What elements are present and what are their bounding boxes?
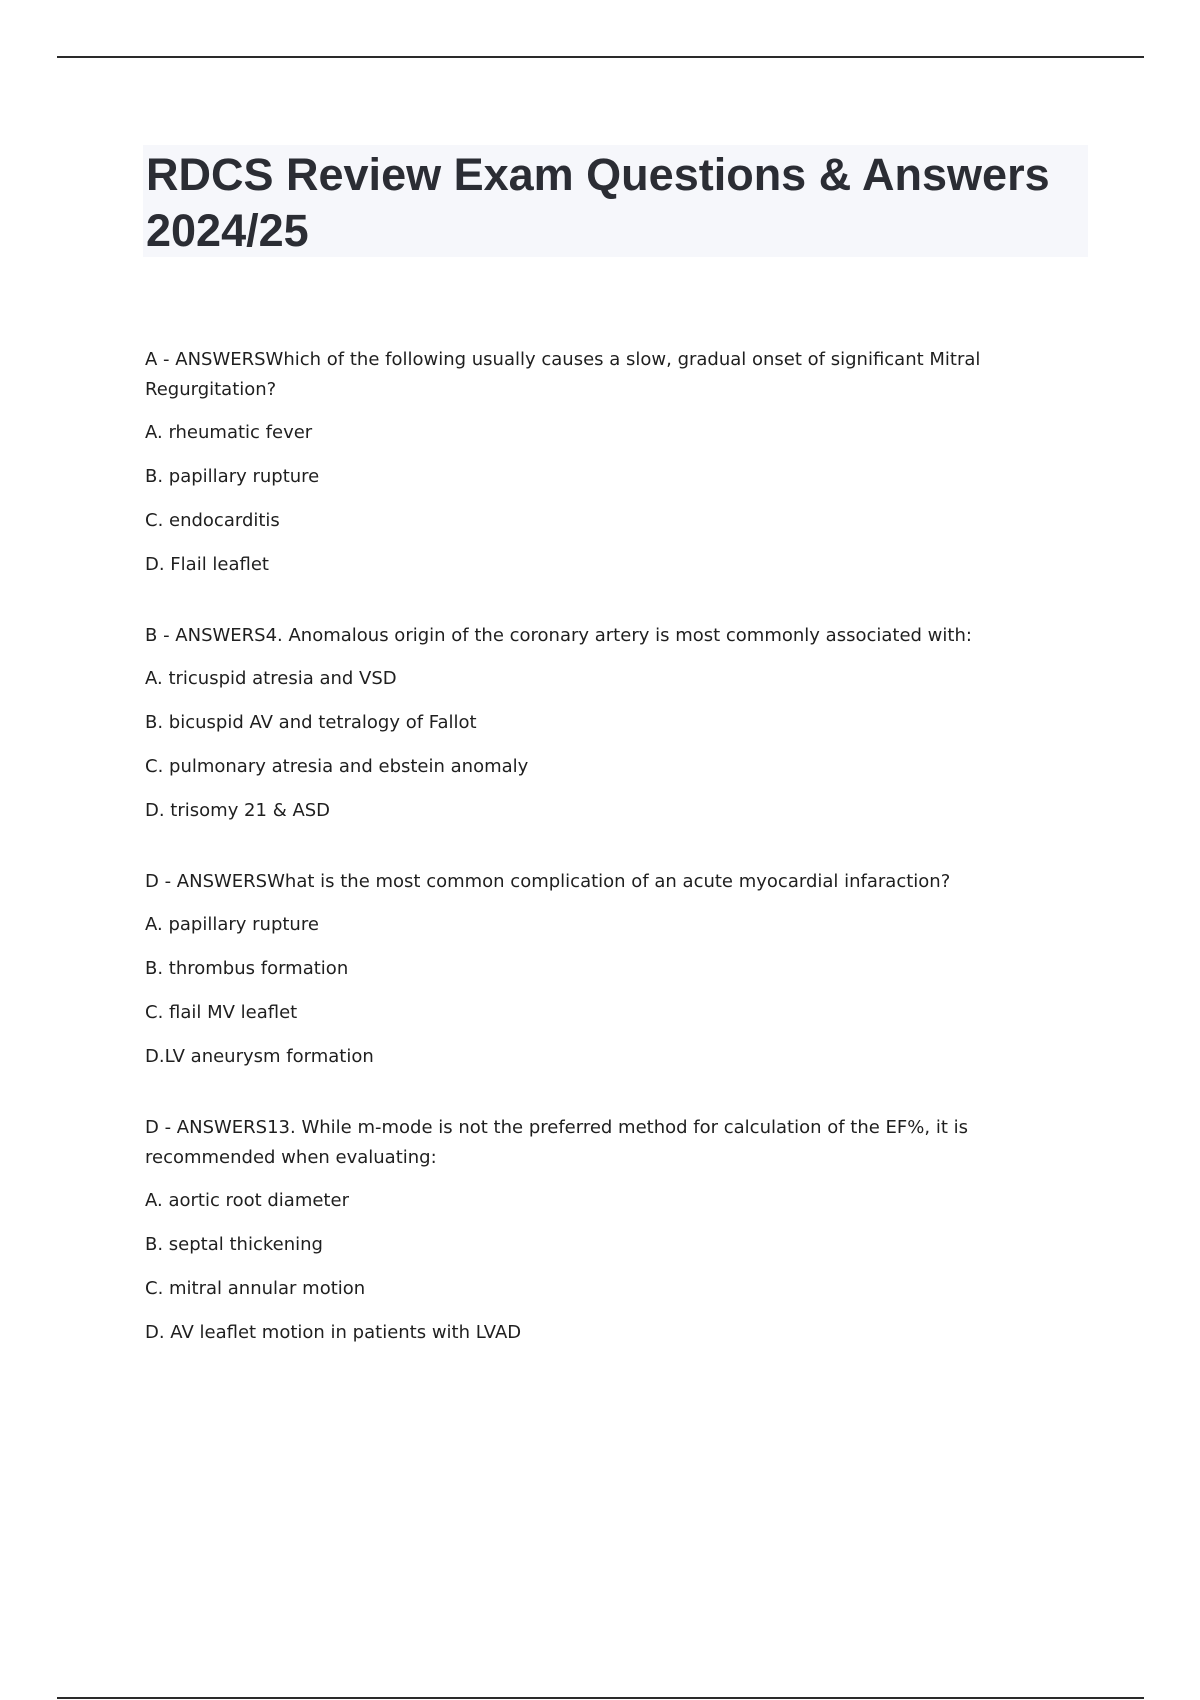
answer-option-c: C. flail MV leaflet (145, 1002, 298, 1023)
question-list (145, 345, 1005, 1389)
answer-option-b: B. septal thickening (145, 1234, 323, 1255)
header-divider (57, 56, 1144, 58)
answer-option-b: B. papillary rupture (145, 466, 320, 487)
question-text: A - ANSWERSWhich of the following usually causes a slow, gradual onset of significant Mitral Regurgitation? (145, 349, 981, 400)
footer-divider (57, 1697, 1144, 1699)
answer-option-b: B. bicuspid AV and tetralogy of Fallot (145, 712, 477, 733)
page-title: RDCS Review Exam Questions & Answers 2024/25 (146, 149, 1050, 256)
answer-option-c: C. endocarditis (145, 510, 280, 531)
answer-option-d: D. Flail leaflet (145, 554, 269, 575)
answer-option-a: A. rheumatic fever (145, 422, 313, 443)
question-1 (145, 345, 1005, 579)
question-3 (145, 867, 1005, 1071)
answer-option-a: A. aortic root diameter (145, 1190, 349, 1211)
answer-option-d: D. AV leaflet motion in patients with LVAD (145, 1322, 522, 1343)
question-text: B - ANSWERS4. Anomalous origin of the coronary artery is most commonly associated with: (145, 625, 972, 646)
answer-option-a: A. tricuspid atresia and VSD (145, 668, 397, 689)
answer-option-b: B. thrombus formation (145, 958, 349, 979)
question-text: D - ANSWERSWhat is the most common complication of an acute myocardial infaraction? (145, 871, 951, 892)
question-2 (145, 621, 1005, 825)
answer-option-c: C. mitral annular motion (145, 1278, 366, 1299)
answer-option-d: D. trisomy 21 & ASD (145, 800, 331, 821)
answer-option-a: A. papillary rupture (145, 914, 319, 935)
answer-option-d: D.LV aneurysm formation (145, 1046, 374, 1067)
question-text: D - ANSWERS13. While m-mode is not the preferred method for calculation of the EF%, it is recommended when evaluating: (145, 1117, 968, 1168)
question-4 (145, 1113, 1005, 1347)
answer-option-c: C. pulmonary atresia and ebstein anomaly (145, 756, 529, 777)
